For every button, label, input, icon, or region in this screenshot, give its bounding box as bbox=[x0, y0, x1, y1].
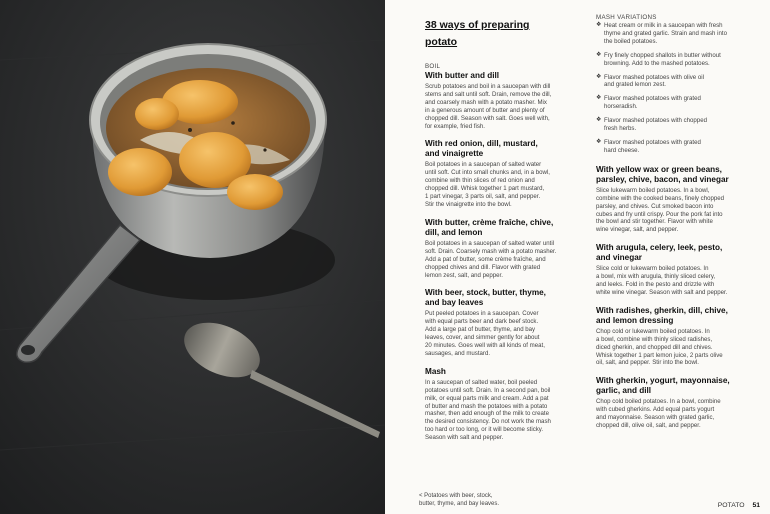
mash-variations-list bbox=[596, 22, 756, 155]
recipe-body: Boil potatoes in a saucepan of salted water until soft. Drain. Coarsely mash with a potato masher. Add a pat of butter, some crème fraîche, and chopped chives and dill. Flavor with grated lemon zest, salt, and pepper. bbox=[425, 239, 557, 279]
recipe-heading: Mash bbox=[425, 366, 446, 376]
diamond-bullet-icon: ❖ bbox=[596, 117, 602, 124]
section-caption-boil: BOIL bbox=[425, 63, 441, 70]
list-item: ❖ Flavor mashed potatoes with grated hard cheese. bbox=[596, 138, 701, 154]
list-item: ❖ Fry finely chopped shallots in butter without browning. Add to the mashed potatoes. bbox=[596, 51, 721, 67]
recipe-heading: With red onion, dill, mustard, and vinaigrette bbox=[425, 139, 538, 159]
diamond-bullet-icon: ❖ bbox=[596, 51, 602, 58]
recipe-body: Put peeled potatoes in a saucepan. Cover with equal parts beer and dark beef stock. Add a large pat of butter, thyme, and bay leaves, cover, and simmer gently for about 20 minutes. Goes well with all kinds of meat, sausages, and mustard. bbox=[425, 310, 545, 357]
list-item: ❖ Heat cream or milk in a saucepan with fresh thyme and grated garlic. Strain and mash into the boiled potatoes. bbox=[596, 22, 727, 45]
recipe-heading: With butter, crème fraîche, chive, dill, and lemon bbox=[425, 217, 554, 237]
recipe-heading: With yellow wax or green beans, parsley, chive, bacon, and vinegar bbox=[596, 164, 729, 184]
page-title: 38 ways of preparing potato bbox=[425, 19, 530, 48]
recipe-block bbox=[596, 243, 756, 297]
diamond-bullet-icon: ❖ bbox=[596, 73, 602, 80]
recipe-heading: With arugula, celery, leek, pesto, and vinegar bbox=[596, 243, 723, 263]
recipe-body: Boil potatoes in a saucepan of salted water until soft. Cut into small chunks and, in a bowl, combine with thin slices of red onion and chopped dill. Whisk together 1 part mustard, 1 part vinegar, 3 parts oil, salt, and pepper. Stir the vinaigrette into the bowl. bbox=[425, 161, 550, 208]
recipe-heading: With butter and dill bbox=[425, 71, 500, 80]
recipe-page bbox=[385, 0, 770, 514]
recipe-heading: With beer, stock, butter, thyme, and bay leaves bbox=[425, 288, 546, 308]
list-item: ❖ Flavor mashed potatoes with chopped fresh herbs. bbox=[596, 117, 707, 133]
diamond-bullet-icon: ❖ bbox=[596, 138, 602, 145]
diamond-bullet-icon: ❖ bbox=[596, 95, 602, 102]
recipe-block bbox=[596, 165, 756, 234]
folio-label: POTATO bbox=[717, 502, 745, 509]
recipe-body: In a saucepan of salted water, boil peeled potatoes until soft. Drain. In a second pan, boil milk, or equal parts milk and cream. Add a pat of butter and mash the potatoes with a potato masher, then add enough of the milk to create the desired consistency. Do not work the mash too hard or too long, or it will become sticky. Season with salt and pepper. bbox=[425, 378, 551, 442]
recipe-block bbox=[425, 367, 595, 442]
recipe-body: Scrub potatoes and boil in a saucepan with dill stems and salt until soft. Drain, remove the dill, and coarsely mash with a potato masher. Mix in a generous amount of butter and plenty of chopped dill. Season with salt. Goes well with, for example, fried fish. bbox=[425, 83, 552, 130]
page-folio bbox=[718, 502, 760, 509]
recipe-block bbox=[425, 288, 595, 357]
recipe-heading: With gherkin, yogurt, mayonnaise, garlic, and dill bbox=[596, 376, 730, 396]
list-item: ❖ Flavor mashed potatoes with olive oil and grated lemon zest. bbox=[596, 73, 704, 89]
recipe-heading: With radishes, gherkin, dill, chive, and lemon dressing bbox=[596, 305, 728, 325]
page-number: 51 bbox=[752, 502, 760, 509]
recipe-block bbox=[596, 376, 756, 430]
recipe-block bbox=[425, 71, 595, 130]
recipe-body: Slice lukewarm boiled potatoes. In a bowl, combine with the cooked beans, finely chopped parsley, and chives. Cut smoked bacon into cubes and fry until crispy. Pour the pork fat into the bowl and stir together. Flavor with white wine vinegar, salt, and pepper. bbox=[596, 186, 725, 234]
recipe-body: Chop cold or lukewarm boiled potatoes. In a bowl, combine with thinly sliced radishes, diced gherkin, and chopped dill and chives. Whisk together 1 part lemon juice, 2 parts olive oil, salt, and pepper. Stir into the bowl. bbox=[596, 327, 723, 367]
diamond-bullet-icon: ❖ bbox=[596, 22, 602, 28]
recipe-block bbox=[425, 218, 595, 280]
recipe-body: Chop cold boiled potatoes. In a bowl, combine with cubed gherkins. Add equal parts yogurt and mayonnaise. Season with grated garlic, chopped dill, olive oil, salt, and pepper. bbox=[596, 398, 721, 430]
recipe-column-left bbox=[425, 14, 595, 451]
recipe-body: Slice cold or lukewarm boiled potatoes. In a bowl, mix with arugula, thinly sliced celery, and leeks. Fold in the pesto and drizzle with white wine vinegar. Season with salt and pepper. bbox=[596, 265, 728, 296]
recipe-block bbox=[425, 139, 595, 208]
section-caption-mash-variations: MASH VARIATIONS bbox=[596, 14, 657, 21]
recipe-block bbox=[596, 306, 756, 368]
list-item: ❖ Flavor mashed potatoes with grated horseradish. bbox=[596, 95, 701, 111]
photo-caption: < Potatoes with beer, stock, butter, thyme, and bay leaves. bbox=[419, 493, 500, 507]
recipe-column-right bbox=[596, 14, 756, 439]
